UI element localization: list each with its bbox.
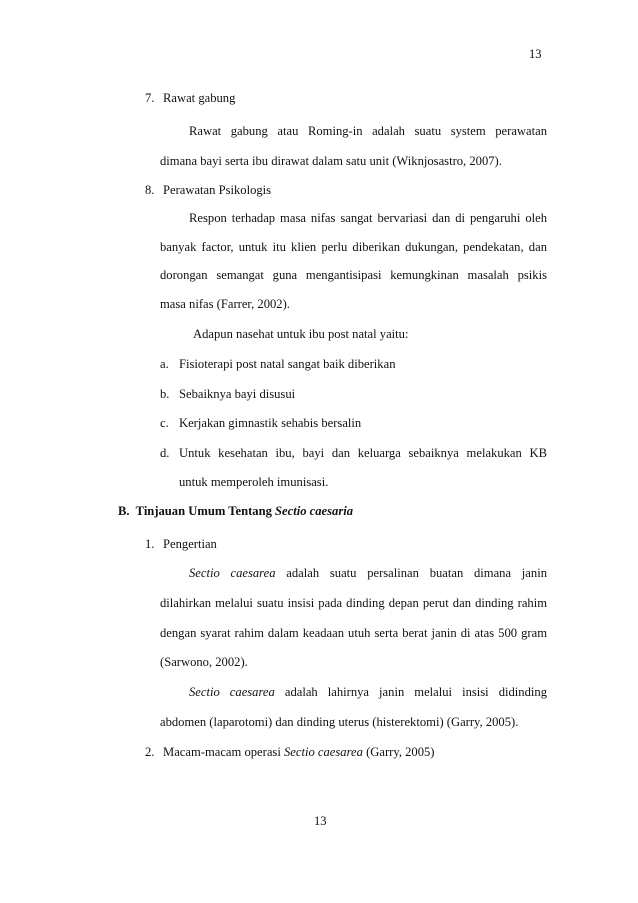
advice-c-letter: c. <box>160 416 169 430</box>
item-8-line-3: dorongan semangat guna mengantisipasi kemungkinan masalah psikis <box>160 268 547 282</box>
b1-p1-first-rest: adalah suatu persalinan buatan dimana janin <box>286 566 547 580</box>
footer-page-number: 13 <box>314 814 327 828</box>
b1-p1-term: Sectio caesarea <box>189 566 276 580</box>
b-item-1-number: 1. <box>145 537 155 551</box>
item-8-line-4: masa nifas (Farrer, 2002). <box>160 297 290 311</box>
b1-p1-line-4: (Sarwono, 2002). <box>160 655 248 669</box>
b1-p2-term: Sectio caesarea <box>189 685 275 699</box>
item-7-number: 7. <box>145 91 155 105</box>
item-7-title: Rawat gabung <box>163 91 236 105</box>
b-item-2-number: 2. <box>145 745 155 759</box>
advice-intro: Adapun nasehat untuk ibu post natal yaitu: <box>193 327 409 341</box>
item-7-line-2: dimana bayi serta ibu dirawat dalam satu unit (Wiknjosastro, 2007). <box>160 154 502 168</box>
b1-p2-line-2: abdomen (laparotomi) dan dinding uterus (histerektomi) (Garry, 2005). <box>160 715 519 729</box>
advice-b-text: Sebaiknya bayi disusui <box>179 387 296 401</box>
header-page-number: 13 <box>529 47 542 61</box>
b-item-2-citation: (Garry, 2005) <box>366 745 435 759</box>
b1-p1-line-3: dengan syarat rahim dalam keadaan utuh serta berat janin di atas 500 gram <box>160 626 547 640</box>
b-item-2-title-plain: Macam-macam operasi <box>163 745 281 759</box>
section-b-title: Tinjauan Umum Tentang <box>135 504 272 518</box>
b1-p1-line-1 <box>189 566 547 581</box>
item-8-line-1: Respon terhadap masa nifas sangat bervariasi dan di pengaruhi oleh <box>189 211 547 225</box>
advice-b-letter: b. <box>160 387 170 401</box>
section-b-title-italic: Sectio caesaria <box>275 504 354 518</box>
b1-p1-line-2: dilahirkan melalui suatu insisi pada dinding depan perut dan dinding rahim <box>160 596 547 610</box>
b-item-2-title-italic: Sectio caesarea <box>284 745 363 759</box>
b1-p2-line-1 <box>189 685 547 700</box>
item-8-title: Perawatan Psikologis <box>163 183 272 197</box>
section-b-heading <box>118 504 353 519</box>
advice-d-letter: d. <box>160 446 170 460</box>
advice-a-text: Fisioterapi post natal sangat baik diberikan <box>179 357 396 371</box>
advice-d-text: Untuk kesehatan ibu, bayi dan keluarga sebaiknya melakukan KB <box>179 446 547 460</box>
item-8-line-2: banyak factor, untuk itu klien perlu diberikan dukungan, pendekatan, dan <box>160 240 547 254</box>
b1-p2-first-rest: adalah lahirnya janin melalui insisi didinding <box>284 685 547 699</box>
b-item-2-title <box>163 745 435 760</box>
advice-d-continuation: untuk memperoleh imunisasi. <box>179 475 329 489</box>
item-8-number: 8. <box>145 183 155 197</box>
advice-a-letter: a. <box>160 357 169 371</box>
advice-c-text: Kerjakan gimnastik sehabis bersalin <box>179 416 362 430</box>
section-b-letter: B. <box>118 504 130 518</box>
item-7-line-1: Rawat gabung atau Roming-in adalah suatu system perawatan <box>189 124 547 138</box>
b-item-1-title: Pengertian <box>163 537 217 551</box>
